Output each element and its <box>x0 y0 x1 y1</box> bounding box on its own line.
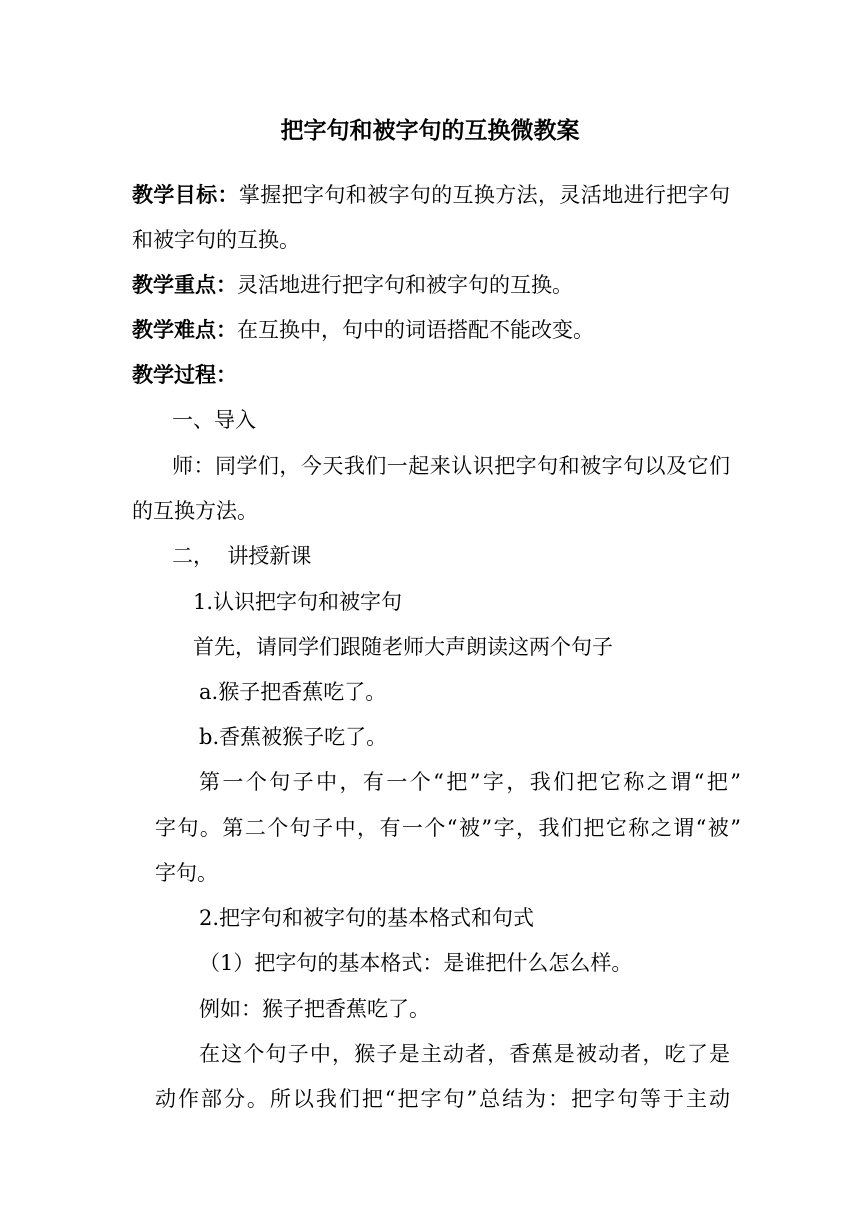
explain-line1: 第一个句子中，有一个“把”字，我们把它称之谓“把” <box>199 770 741 794</box>
example-a: a.猴子把香蕉吃了。 <box>199 680 387 704</box>
difficulty-text: 在互换中，句中的词语搭配不能改变。 <box>237 318 594 342</box>
sub1-heading: 1.认识把字句和被字句 <box>193 590 403 614</box>
difficulty-paragraph <box>132 315 594 345</box>
read-prompt: 首先，请同学们跟随老师大声朗读这两个句子 <box>193 635 613 659</box>
sub2-heading: 2.把字句和被字句的基本格式和句式 <box>199 906 535 930</box>
difficulty-label: 教学难点： <box>132 318 237 342</box>
key-point-paragraph <box>132 270 573 300</box>
process-label <box>132 360 237 390</box>
process-label-text: 教学过程： <box>132 363 237 387</box>
key-point-text: 灵活地进行把字句和被字句的互换。 <box>237 273 573 297</box>
format1-line: （1）把字句的基本格式：是谁把什么怎么样。 <box>199 951 633 975</box>
analysis-line1: 在这个句子中，猴子是主动者，香蕉是被动者，吃了是 <box>199 1042 730 1066</box>
analysis-line2: 动作部分。所以我们把“把字句”总结为：把字句等于主动 <box>155 1087 730 1111</box>
explain-line3: 字句。 <box>155 861 218 885</box>
explain-line2: 字句。第二个句子中，有一个“被”字，我们把它称之谓“被” <box>155 816 741 840</box>
example-b: b.香蕉被猴子吃了。 <box>199 725 388 749</box>
objective-text-line2: 和被字句的互换。 <box>132 228 300 252</box>
key-point-label: 教学重点： <box>132 273 237 297</box>
teacher-line2: 的互换方法。 <box>132 499 258 523</box>
teacher-line1: 师：同学们，今天我们一起来认识把字句和被字句以及它们 <box>172 454 730 478</box>
document-title: 把字句和被字句的互换微教案 <box>280 118 580 144</box>
section2-heading: 二， 讲授新课 <box>172 544 312 568</box>
objective-label: 教学目标： <box>132 183 239 207</box>
objective-text-line1: 掌握把字句和被字句的互换方法，灵活地进行把字句 <box>238 183 731 207</box>
objective-paragraph-line1 <box>132 180 730 210</box>
section1-heading: 一、导入 <box>172 408 256 432</box>
example-line: 例如：猴子把香蕉吃了。 <box>199 997 430 1021</box>
